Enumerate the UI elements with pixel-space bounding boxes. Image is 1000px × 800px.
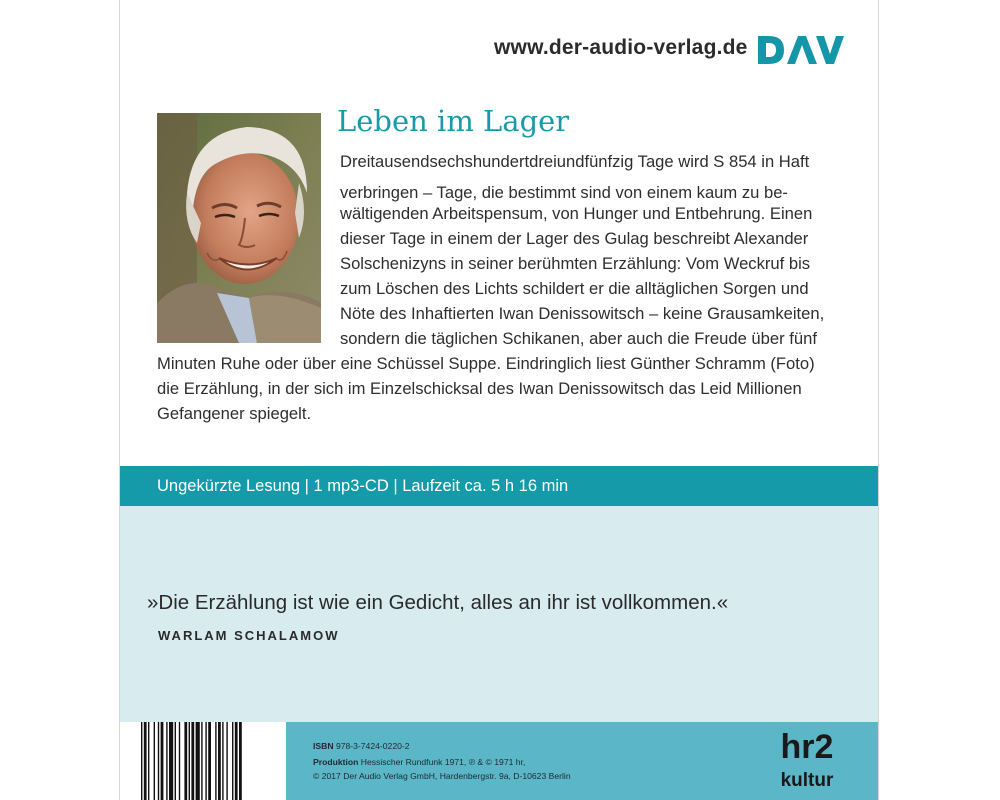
body-line: zum Löschen des Lichts schildert er die alltäglichen Sorgen und xyxy=(340,279,809,298)
body-line: Minuten Ruhe oder über eine Schüssel Suppe. Eindringlich liest Günther Schramm (Foto) xyxy=(157,354,815,373)
hr2-logo-top: hr2 xyxy=(780,728,834,766)
narrator-photo xyxy=(157,113,321,343)
barcode-bar xyxy=(166,722,167,800)
hr2-kultur-logo xyxy=(770,726,844,796)
article-title: Leben im Lager xyxy=(337,104,570,138)
barcode-bar xyxy=(191,722,194,800)
barcode-bar xyxy=(222,722,223,800)
isbn-line xyxy=(313,741,410,751)
barcode-bar xyxy=(226,722,227,800)
barcode xyxy=(141,722,276,800)
barcode-bar xyxy=(161,722,164,800)
body-line: Nöte des Inhaftierten Iwan Denissowitsch – keine Grausamkeiten, xyxy=(340,304,825,323)
copyright-line: © 2017 Der Audio Verlag GmbH, Hardenbergstr. 9a, D-10623 Berlin xyxy=(313,771,571,781)
barcode-bar xyxy=(218,722,221,800)
body-line: die Erzählung, in der sich im Einzelschicksal des Iwan Denissowitsch das Leid Millionen xyxy=(157,379,802,398)
publisher-url[interactable]: www.der-audio-verlag.de xyxy=(494,36,748,59)
hr2-logo-bottom: kultur xyxy=(780,770,834,791)
body-line: Dreitausendsechshundertdreiundfünfzig Tage wird S 854 in Haft xyxy=(340,152,810,171)
dav-logo xyxy=(758,34,844,66)
quote-area xyxy=(120,506,878,722)
barcode-bar xyxy=(141,722,142,800)
barcode-bar xyxy=(179,722,180,800)
barcode-bar xyxy=(169,722,173,800)
body-line: Gefangener spiegelt. xyxy=(157,404,312,423)
barcode-bar xyxy=(201,722,202,800)
quote-text: »Die Erzählung ist wie ein Gedicht, alles an ihr ist vollkommen.« xyxy=(147,591,729,614)
body-line: sondern die täglichen Schikanen, aber auch die Freude über fünf xyxy=(340,329,817,348)
barcode-bar xyxy=(239,722,242,800)
product-info-band xyxy=(120,466,878,506)
quote-author: WARLAM SCHALAMOW xyxy=(158,628,340,643)
barcode-bar xyxy=(158,722,159,800)
barcode-bar xyxy=(208,722,211,800)
barcode-bar xyxy=(184,722,187,800)
body-line: verbringen – Tage, die bestimmt sind von einem kaum zu be- xyxy=(340,183,788,202)
product-info-text: Ungekürzte Lesung | 1 mp3-CD | Laufzeit ca. 5 h 16 min xyxy=(157,477,569,495)
production-label: Produktion xyxy=(313,757,359,767)
barcode-bar xyxy=(205,722,206,800)
body-line: wältigenden Arbeitspensum, von Hunger und Entbehrung. Einen xyxy=(340,204,813,223)
production-value: Hessischer Rundfunk 1971, ℗ & © 1971 hr, xyxy=(360,757,526,767)
production-line xyxy=(313,757,525,767)
barcode-bar xyxy=(215,722,216,800)
barcode-bar xyxy=(235,722,238,800)
dav-logo-text: DAV xyxy=(758,34,760,35)
barcode-bar xyxy=(189,722,190,800)
isbn-value: 978-3-7424-0220-2 xyxy=(335,741,410,751)
barcode-bar xyxy=(175,722,176,800)
barcode-bar xyxy=(148,722,149,800)
body-line: Solschenizyns in seiner berühmten Erzählung: Vom Weckruf bis xyxy=(340,254,811,273)
barcode-bar xyxy=(196,722,200,800)
barcode-bar xyxy=(154,722,155,800)
barcode-bar xyxy=(232,722,233,800)
barcode-bar xyxy=(144,722,147,800)
isbn-label: ISBN xyxy=(313,741,334,751)
body-line: dieser Tage in einem der Lager des Gulag beschreibt Alexander xyxy=(340,229,809,248)
